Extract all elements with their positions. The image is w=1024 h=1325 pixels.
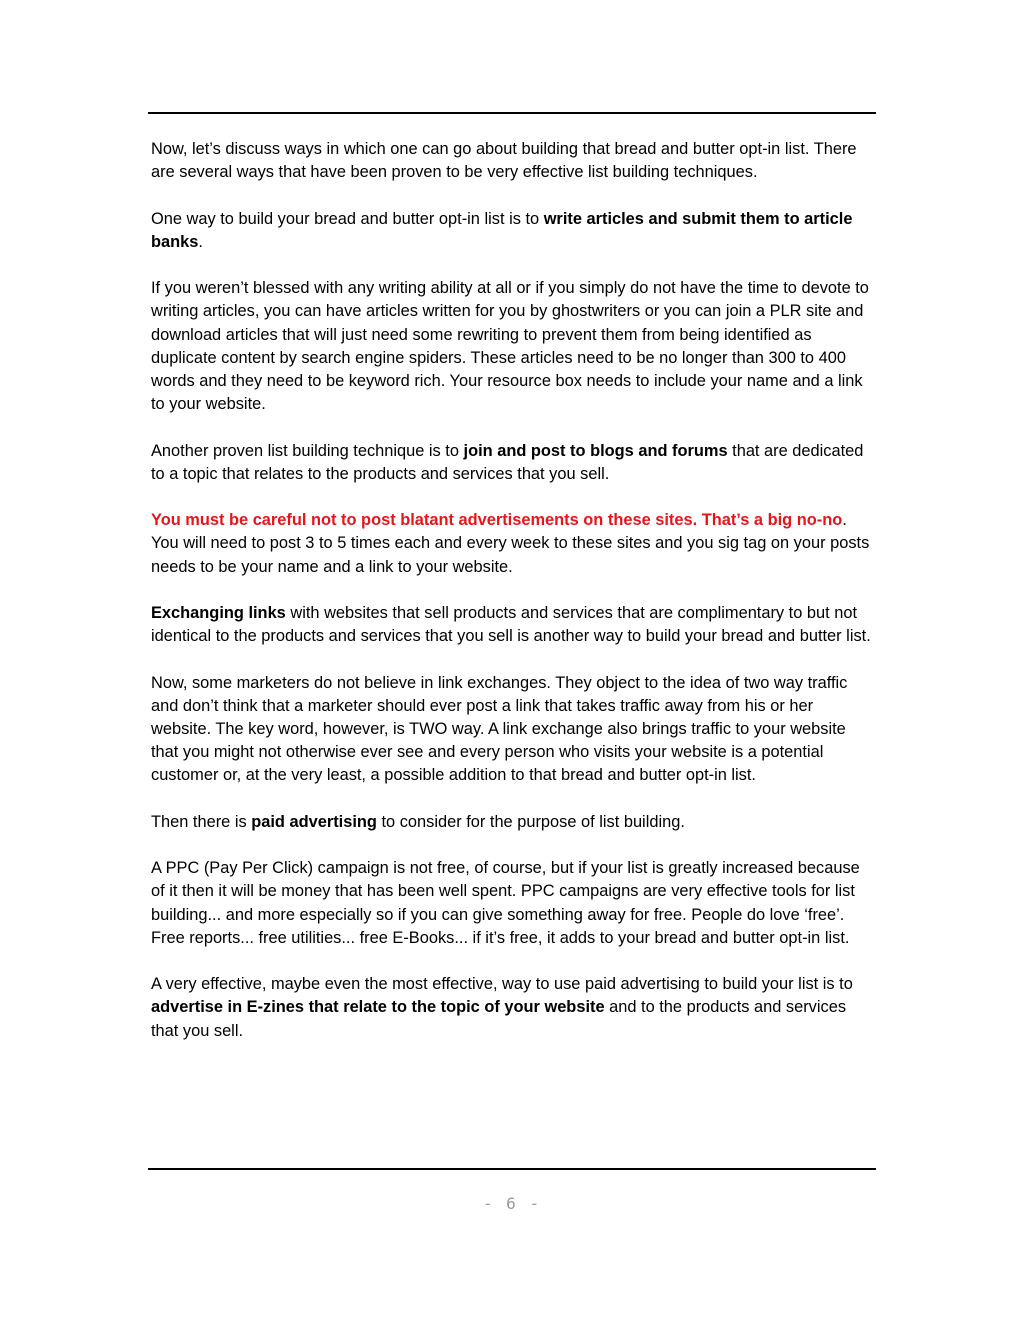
paragraph-link-exchanges: Now, some marketers do not believe in link exchanges. They object to the idea of two way traffic and don’t think that a marketer should ever post a link that takes traffic away from his or her website. The key word, however, is TWO way. A link exchange also brings traffic to your website that you might not otherwise ever see and every person who visits your website is a potential customer or, at the very least, a possible addition to that bread and butter opt-in list.: [151, 673, 848, 785]
paragraph-articles: [151, 208, 875, 254]
paragraph-paid-advertising: [151, 811, 875, 834]
paragraph-text: .: [198, 232, 203, 251]
document-body: [151, 138, 875, 1043]
paragraph-ppc: A PPC (Pay Per Click) campaign is not free, of course, but if your list is greatly increased because of it then it will be money that has been well spent. PPC campaigns are very effective tools for list building... and more especially so if you can give something away for free. People do love ‘free’. Free reports... free utilities... free E-Books... if it’s free, it adds to your bread and butter opt-in list.: [151, 859, 860, 947]
paragraph-text: that are dedicated to a topic that relates to the products and services that you sell.: [151, 441, 864, 483]
paragraph-text: Another proven list building technique is to: [151, 441, 464, 460]
paragraph-exchanging-links: [151, 602, 875, 648]
paragraph-text: A very effective, maybe even the most effective, way to use paid advertising to build your list is to: [151, 975, 853, 994]
paragraph-ezines: [151, 973, 875, 1043]
paragraph-warning: [151, 509, 875, 579]
paragraph-text: to consider for the purpose of list building.: [376, 812, 685, 831]
emphasis-text: Exchanging links: [151, 603, 286, 622]
emphasis-text: write articles and submit them to article banks: [151, 209, 853, 251]
emphasis-text: advertise in E-zines that relate to the topic of your website: [151, 998, 605, 1017]
paragraph-text: . You will need to post 3 to 5 times each and every week to these sites and you sig tag on your posts needs to be your name and a link to your website.: [151, 511, 870, 576]
footer-rule: [148, 1168, 876, 1170]
paragraph-blogs-forums: [151, 440, 875, 486]
paragraph-text: with websites that sell products and services that are complimentary to but not identical to the products and services that you sell is another way to build your bread and butter list.: [151, 603, 871, 646]
paragraph-intro: Now, let’s discuss ways in which one can go about building that bread and butter opt-in list. There are several ways that have been proven to be very effective list building techniques.: [151, 140, 857, 182]
header-rule: [148, 112, 876, 114]
emphasis-text: join and post to blogs and forums: [463, 441, 728, 460]
paragraph-ghostwriters: If you weren’t blessed with any writing ability at all or if you simply do not have the time to devote to writing articles, you can have articles written for you by ghostwriters or you can join a PLR site and download articles that will just need some rewriting to prevent them from being identified as duplicate content by search engine spiders. These articles need to be no longer than 300 to 400 words and they need to be keyword rich. Your resource box needs to include your name and a link to your website.: [151, 279, 869, 414]
paragraph-text: One way to build your bread and butter opt-in list is to: [151, 209, 544, 228]
page-number: - 6 -: [482, 1194, 542, 1213]
warning-text: You must be careful not to post blatant advertisements on these sites. That’s a big no-no: [151, 511, 843, 530]
paragraph-text: Then there is: [151, 812, 252, 831]
emphasis-text: paid advertising: [251, 812, 377, 831]
paragraph-text: and to the products and services that you sell.: [151, 998, 847, 1040]
